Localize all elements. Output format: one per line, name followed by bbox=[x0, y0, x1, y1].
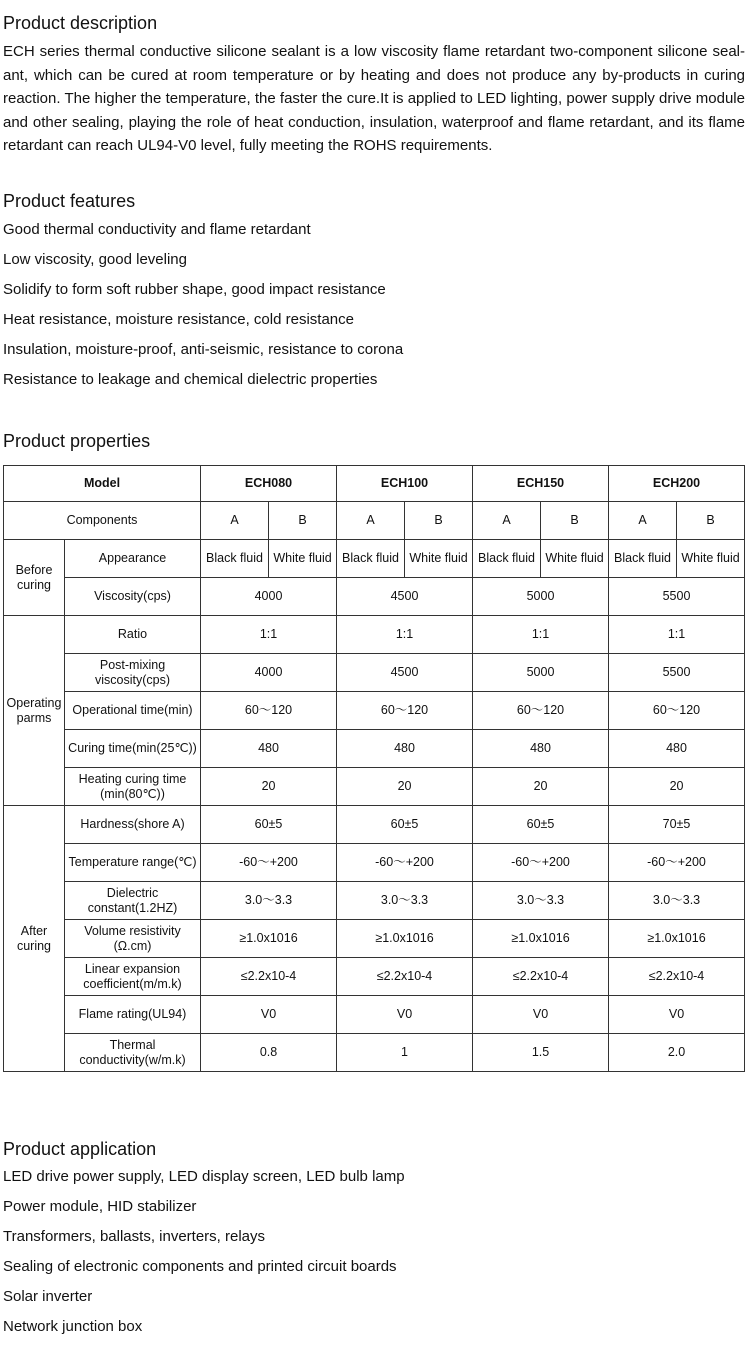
model-header-ech100: ECH100 bbox=[337, 466, 473, 502]
row-label-dielectric: Dielectric constant(1.2HZ) bbox=[65, 882, 201, 920]
row-label-operational-time: Operational time(min) bbox=[65, 692, 201, 730]
table-cell: -60～+200 bbox=[609, 844, 745, 882]
row-label-thermal-conductivity: Thermal conductivity(w/m.k) bbox=[65, 1034, 201, 1072]
group-after-curing: After curing bbox=[4, 806, 65, 1072]
application-list bbox=[3, 1162, 405, 1342]
table-cell: 20 bbox=[337, 768, 473, 806]
table-cell: 480 bbox=[201, 730, 337, 768]
table-cell: -60～+200 bbox=[337, 844, 473, 882]
row-label-post-mixing: Post-mixing viscosity(cps) bbox=[65, 654, 201, 692]
description-title: Product description bbox=[3, 13, 158, 33]
appearance-a: Black fluid bbox=[337, 540, 405, 578]
table-cell: 480 bbox=[473, 730, 609, 768]
group-operating-parms: Operating parms bbox=[4, 616, 65, 806]
model-header-ech080: ECH080 bbox=[201, 466, 337, 502]
table-row bbox=[4, 996, 745, 1034]
component-b: B bbox=[269, 502, 337, 540]
row-label-volume-resistivity: Volume resistivity (Ω.cm) bbox=[65, 920, 201, 958]
table-cell: 3.0～3.3 bbox=[609, 882, 745, 920]
table-cell: 480 bbox=[337, 730, 473, 768]
table-cell: ≥1.0x1016 bbox=[201, 920, 337, 958]
description-text: ECH series thermal conductive silicone sealant is a low viscosity flame retardant two-component silicone sealant, which can be cured at room temperature or by heating and does not produce any by-products in curing reaction. The higher the temperature, the faster the cure.It is applied to LED lighting, power supply drive module and other sealing, playing the role of heat conduction, insulation, waterproof and flame retardant, and its flame retardant can reach UL94-V0 level, fully meeting the ROHS requirements. bbox=[3, 43, 745, 154]
appearance-a: Black fluid bbox=[473, 540, 541, 578]
table-cell: V0 bbox=[337, 996, 473, 1034]
table-cell: 4500 bbox=[337, 654, 473, 692]
component-b: B bbox=[405, 502, 473, 540]
row-label-linear-expansion: Linear expansion coefficient(m/m.k) bbox=[65, 958, 201, 996]
table-row bbox=[4, 844, 745, 882]
table-cell: 60～120 bbox=[609, 692, 745, 730]
list-item: Heat resistance, moisture resistance, cold resistance bbox=[3, 311, 354, 328]
table-cell: 70±5 bbox=[609, 806, 745, 844]
table-cell: ≤2.2x10-4 bbox=[609, 958, 745, 996]
table-cell: -60～+200 bbox=[201, 844, 337, 882]
group-before-curing: Before curing bbox=[4, 540, 65, 616]
appearance-a: Black fluid bbox=[609, 540, 677, 578]
table-row bbox=[4, 920, 745, 958]
table-cell: 20 bbox=[473, 768, 609, 806]
table-cell: 20 bbox=[201, 768, 337, 806]
features-list bbox=[3, 215, 403, 395]
component-b: B bbox=[541, 502, 609, 540]
components-label: Components bbox=[4, 502, 201, 540]
table-cell: 60±5 bbox=[337, 806, 473, 844]
component-b: B bbox=[677, 502, 745, 540]
list-item: Low viscosity, good leveling bbox=[3, 251, 187, 268]
appearance-b: White fluid bbox=[677, 540, 745, 578]
table-cell: 60±5 bbox=[201, 806, 337, 844]
table-cell: 5500 bbox=[609, 654, 745, 692]
table-cell: ≤2.2x10-4 bbox=[473, 958, 609, 996]
features-title: Product features bbox=[3, 191, 136, 211]
table-cell: 5000 bbox=[473, 654, 609, 692]
component-a: A bbox=[609, 502, 677, 540]
table-cell: 3.0～3.3 bbox=[337, 882, 473, 920]
table-cell: 3.0～3.3 bbox=[201, 882, 337, 920]
table-cell: 5500 bbox=[609, 578, 745, 616]
table-row bbox=[4, 730, 745, 768]
table-cell: ≤2.2x10-4 bbox=[201, 958, 337, 996]
table-cell: 60～120 bbox=[337, 692, 473, 730]
table-cell: 1:1 bbox=[201, 616, 337, 654]
model-header-ech150: ECH150 bbox=[473, 466, 609, 502]
component-a: A bbox=[337, 502, 405, 540]
table-row bbox=[4, 654, 745, 692]
table-cell: 1:1 bbox=[473, 616, 609, 654]
row-label-hardness: Hardness(shore A) bbox=[65, 806, 201, 844]
application-title: Product application bbox=[3, 1139, 157, 1159]
appearance-b: White fluid bbox=[269, 540, 337, 578]
table-cell: 4000 bbox=[201, 654, 337, 692]
properties-title: Product properties bbox=[3, 431, 151, 451]
table-cell: 3.0～3.3 bbox=[473, 882, 609, 920]
table-cell: ≥1.0x1016 bbox=[609, 920, 745, 958]
table-cell: ≤2.2x10-4 bbox=[337, 958, 473, 996]
table-row bbox=[4, 578, 745, 616]
list-item: LED drive power supply, LED display screen, LED bulb lamp bbox=[3, 1168, 405, 1185]
list-item: Insulation, moisture-proof, anti-seismic, resistance to corona bbox=[3, 341, 404, 358]
appearance-a: Black fluid bbox=[201, 540, 269, 578]
table-cell: 60～120 bbox=[473, 692, 609, 730]
table-cell: 1 bbox=[337, 1034, 473, 1072]
row-label-temp-range: Temperature range(℃) bbox=[65, 844, 201, 882]
list-item: Resistance to leakage and chemical dielectric properties bbox=[3, 371, 378, 388]
table-cell: 4000 bbox=[201, 578, 337, 616]
list-item: Solidify to form soft rubber shape, good impact resistance bbox=[3, 281, 386, 298]
row-label-curing-time: Curing time(min(25℃)) bbox=[65, 730, 201, 768]
model-header-ech200: ECH200 bbox=[609, 466, 745, 502]
table-row bbox=[4, 692, 745, 730]
table-cell: 1:1 bbox=[609, 616, 745, 654]
table-cell: 2.0 bbox=[609, 1034, 745, 1072]
component-a: A bbox=[473, 502, 541, 540]
table-cell: 60±5 bbox=[473, 806, 609, 844]
table-row bbox=[4, 1034, 745, 1072]
list-item: Good thermal conductivity and flame retardant bbox=[3, 221, 311, 238]
table-cell: V0 bbox=[201, 996, 337, 1034]
table-cell: 4500 bbox=[337, 578, 473, 616]
table-cell: 5000 bbox=[473, 578, 609, 616]
list-item: Solar inverter bbox=[3, 1288, 93, 1305]
appearance-b: White fluid bbox=[541, 540, 609, 578]
list-item: Transformers, ballasts, inverters, relays bbox=[3, 1228, 266, 1245]
table-cell: 1.5 bbox=[473, 1034, 609, 1072]
row-label-viscosity: Viscosity(cps) bbox=[65, 578, 201, 616]
row-label-ratio: Ratio bbox=[65, 616, 201, 654]
table-row bbox=[4, 502, 745, 540]
table-cell: V0 bbox=[609, 996, 745, 1034]
list-item: Sealing of electronic components and printed circuit boards bbox=[3, 1258, 397, 1275]
list-item: Network junction box bbox=[3, 1318, 143, 1335]
table-cell: ≥1.0x1016 bbox=[337, 920, 473, 958]
model-header: Model bbox=[4, 466, 201, 502]
table-cell: ≥1.0x1016 bbox=[473, 920, 609, 958]
appearance-b: White fluid bbox=[405, 540, 473, 578]
row-label-heating-curing: Heating curing time (min(80℃)) bbox=[65, 768, 201, 806]
table-cell: 0.8 bbox=[201, 1034, 337, 1072]
properties-table bbox=[3, 465, 745, 1072]
list-item: Power module, HID stabilizer bbox=[3, 1198, 197, 1215]
table-cell: 60～120 bbox=[201, 692, 337, 730]
table-cell: 480 bbox=[609, 730, 745, 768]
row-label-appearance: Appearance bbox=[65, 540, 201, 578]
table-row bbox=[4, 768, 745, 806]
table-cell: 20 bbox=[609, 768, 745, 806]
table-cell: 1:1 bbox=[337, 616, 473, 654]
table-row bbox=[4, 806, 745, 844]
table-row bbox=[4, 466, 745, 502]
table-row bbox=[4, 958, 745, 996]
table-row bbox=[4, 540, 745, 578]
table-cell: V0 bbox=[473, 996, 609, 1034]
table-row bbox=[4, 882, 745, 920]
component-a: A bbox=[201, 502, 269, 540]
row-label-flame-rating: Flame rating(UL94) bbox=[65, 996, 201, 1034]
table-cell: -60～+200 bbox=[473, 844, 609, 882]
table-row bbox=[4, 616, 745, 654]
